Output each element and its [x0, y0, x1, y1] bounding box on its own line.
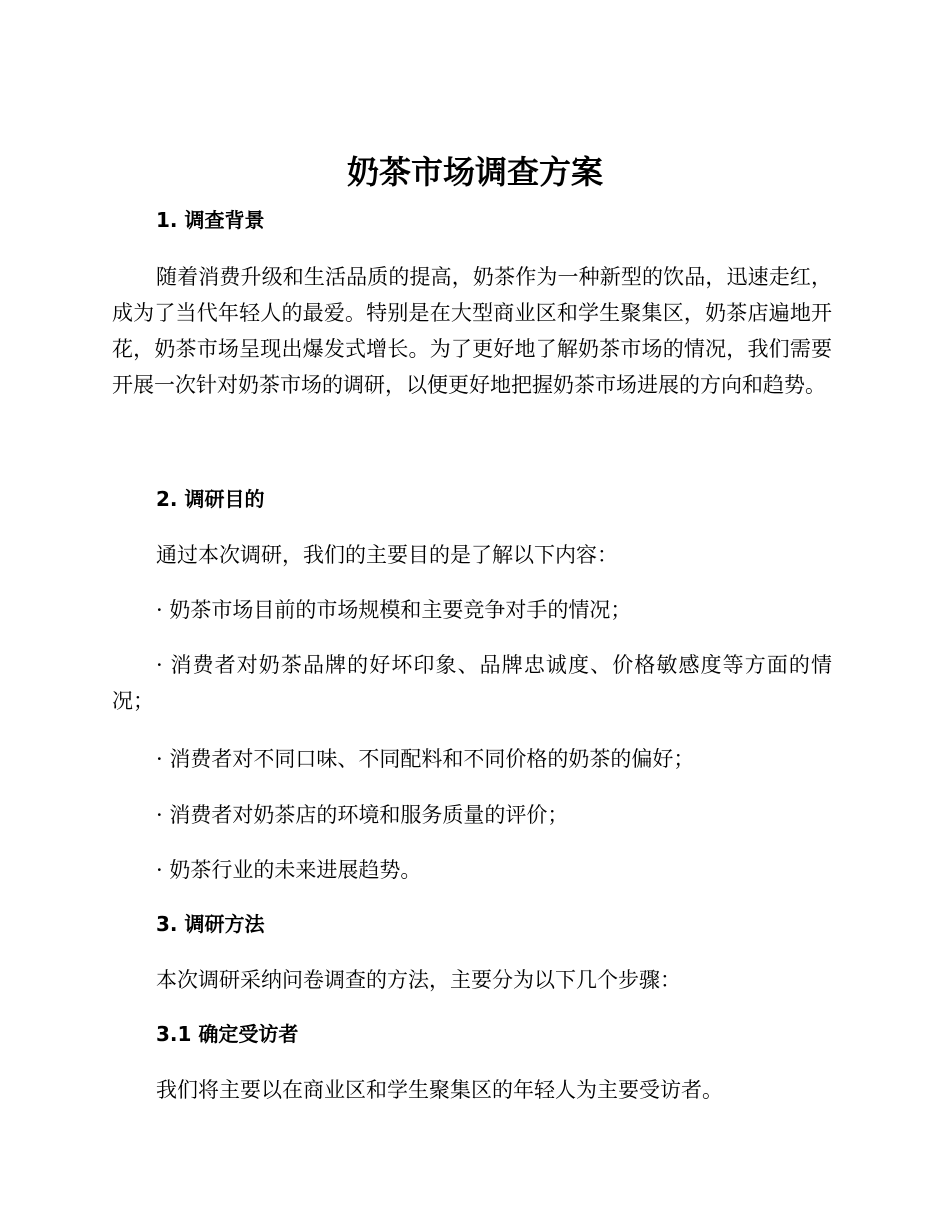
section-heading-background: 1. 调查背景	[156, 208, 265, 232]
purpose-intro: 通过本次调研，我们的主要目的是了解以下内容：	[156, 543, 618, 567]
document-title: 奶茶市场调查方案	[346, 153, 603, 191]
purpose-list-item: · 奶茶市场目前的市场规模和主要竞争对手的情况；	[156, 598, 632, 622]
purpose-list-item: · 奶茶行业的未来进展趋势。	[156, 858, 422, 882]
purpose-list-item: · 消费者对奶茶店的环境和服务质量的评价；	[156, 803, 569, 827]
purpose-list-item: · 消费者对奶茶品牌的好坏印象、品牌忠诚度、价格敏感度等方面的情况；	[112, 653, 832, 713]
purpose-list-item: · 消费者对不同口味、不同配料和不同价格的奶茶的偏好；	[156, 747, 695, 771]
section-heading-method: 3. 调研方法	[156, 912, 265, 936]
subsection-heading-respondents: 3.1 确定受访者	[156, 1022, 299, 1046]
section-heading-purpose: 2. 调研目的	[156, 487, 265, 511]
background-paragraph: 随着消费升级和生活品质的提高，奶茶作为一种新型的饮品，迅速走红，成为了当代年轻人的最爱。特别是在大型商业区和学生聚集区，奶茶店遍地开花，奶茶市场呈现出爆发式增长。为了更好地了解奶茶市场的情况，我们需要开展一次针对奶茶市场的调研，以便更好地把握奶茶市场进展的方向和趋势。	[112, 265, 832, 397]
method-intro: 本次调研采纳问卷调查的方法，主要分为以下几个步骤：	[156, 968, 681, 992]
respondents-paragraph: 我们将主要以在商业区和学生聚集区的年轻人为主要受访者。	[156, 1078, 723, 1102]
